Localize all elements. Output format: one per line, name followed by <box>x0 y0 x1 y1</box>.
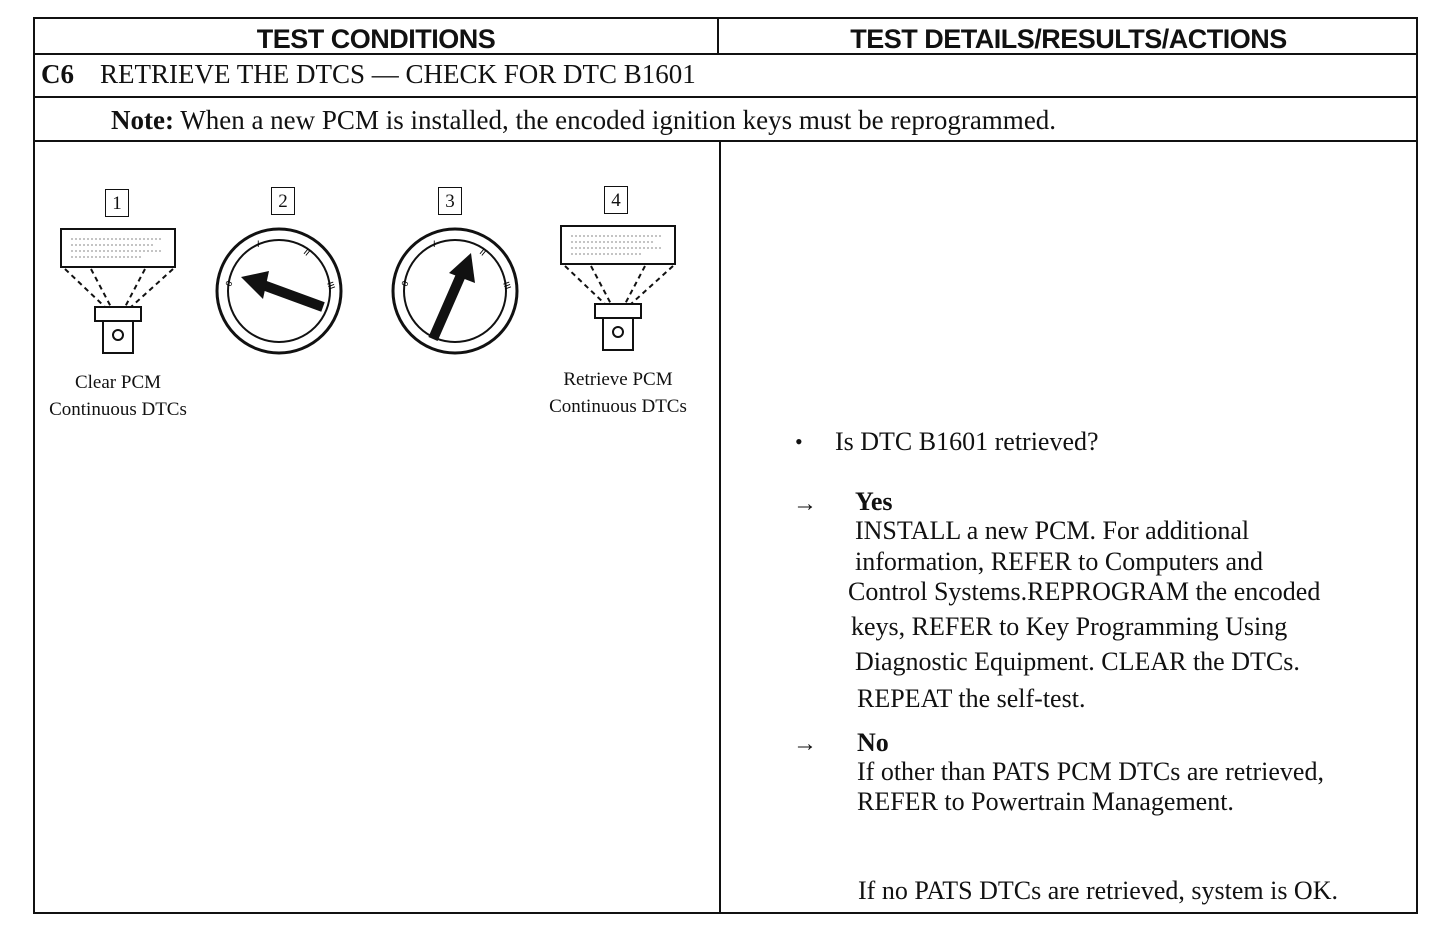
yes-line: Control Systems.REPROGRAM the encoded <box>848 577 1321 606</box>
caption-line: Continuous DTCs <box>49 399 187 420</box>
ignition-run-icon <box>387 223 523 359</box>
arrow-right-icon: → <box>793 731 817 757</box>
step-title: RETRIEVE THE DTCS — CHECK FOR DTC B1601 <box>100 59 696 89</box>
step-id: C6 <box>41 59 74 89</box>
caption-line: Retrieve PCM <box>563 369 673 390</box>
scan-tool-icon <box>553 222 683 352</box>
svg-text:0: 0 <box>399 279 411 288</box>
note-text: When a new PCM is installed, the encoded ignition keys must be reprogrammed. <box>180 105 1057 135</box>
yes-line: keys, REFER to Key Programming Using <box>851 612 1288 641</box>
caption-line: Clear PCM <box>74 372 162 393</box>
ignition-off-icon <box>211 223 347 359</box>
test-procedure-table <box>33 17 1418 914</box>
svg-text:0: 0 <box>223 279 235 288</box>
step-title-row <box>41 59 696 90</box>
arrow-right-icon: → <box>793 491 817 517</box>
no-line: REFER to Powertrain Management. <box>857 787 1234 816</box>
note-row <box>111 105 1056 136</box>
note-label: Note: <box>111 105 174 135</box>
caption-clear-pcm <box>35 369 201 423</box>
svg-text:III: III <box>325 280 338 291</box>
illustration-step-3: 3 <box>438 187 462 215</box>
yes-line: INSTALL a new PCM. For additional <box>855 516 1250 545</box>
no-line: If no PATS DTCs are retrieved, system is OK. <box>858 876 1338 905</box>
step-divider <box>35 96 1416 98</box>
yes-label: Yes <box>855 487 893 516</box>
no-label: No <box>857 728 889 757</box>
svg-text:II: II <box>301 246 312 258</box>
note-divider <box>35 140 1416 142</box>
svg-text:I: I <box>257 239 260 249</box>
illustration-step-1: 1 <box>105 189 129 217</box>
caption-retrieve-pcm <box>533 366 703 420</box>
scan-tool-icon <box>53 225 183 355</box>
yes-line: REPEAT the self-test. <box>857 684 1086 713</box>
illustration-step-4: 4 <box>604 186 628 214</box>
bullet-icon: • <box>795 429 803 454</box>
illustration-step-2: 2 <box>271 187 295 215</box>
svg-text:I: I <box>433 239 436 249</box>
header-test-conditions: TEST CONDITIONS <box>256 24 496 54</box>
yes-line: information, REFER to Computers and <box>855 547 1264 576</box>
yes-line: Diagnostic Equipment. CLEAR the DTCs. <box>855 647 1300 676</box>
body-column-divider <box>719 140 721 912</box>
caption-line: Continuous DTCs <box>549 396 687 417</box>
svg-text:II: II <box>477 246 488 258</box>
svg-text:III: III <box>501 280 514 291</box>
header-test-details: TEST DETAILS/RESULTS/ACTIONS <box>850 24 1287 54</box>
no-line: If other than PATS PCM DTCs are retrieved, <box>857 757 1324 786</box>
question-text: Is DTC B1601 retrieved? <box>835 427 1099 456</box>
